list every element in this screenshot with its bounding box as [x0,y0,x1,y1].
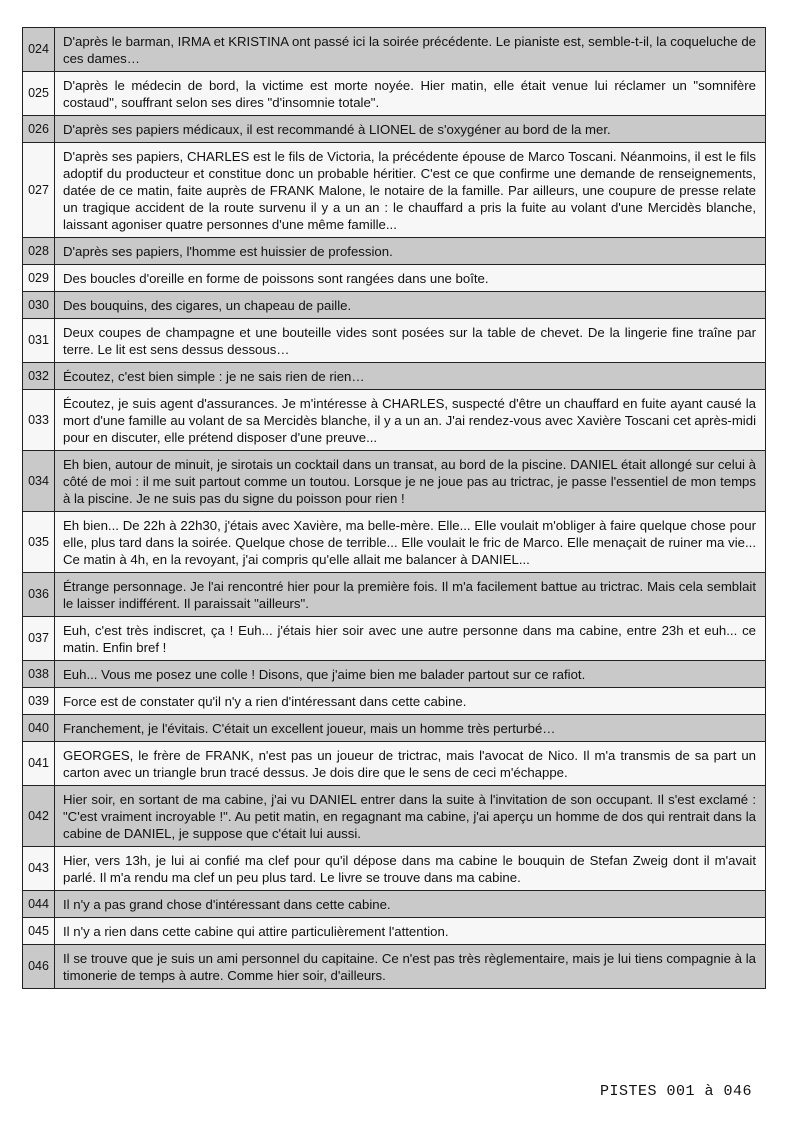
clue-text: D'après le médecin de bord, la victime est morte noyée. Hier matin, elle était venue lui réclamer un "somnifère costaud", souffrant selon ses dires "d'insomnie totale". [55,72,766,116]
table-row [23,786,766,847]
clue-number: 032 [23,363,55,390]
clue-text: GEORGES, le frère de FRANK, n'est pas un joueur de trictrac, mais l'avocat de Nico. Il m'a transmis de sa part un carton avec un triangle brun tracé dessus. Je dois dire que le sens de ceci m'échappe. [55,742,766,786]
clue-text: Franchement, je l'évitais. C'était un excellent joueur, mais un homme très perturbé… [55,715,766,742]
table-row [23,363,766,390]
clue-number: 041 [23,742,55,786]
clue-text: Il n'y a pas grand chose d'intéressant dans cette cabine. [55,891,766,918]
clue-text: Deux coupes de champagne et une bouteille vides sont posées sur la table de chevet. De la lingerie fine traîne par terre. Le lit est sens dessus dessous… [55,319,766,363]
clue-number: 036 [23,573,55,617]
table-row [23,891,766,918]
table-row [23,116,766,143]
clue-text: D'après ses papiers, CHARLES est le fils de Victoria, la précédente épouse de Marco Toscani. Néanmoins, il est le fils adoptif du producteur et constitue donc un probable héritier. C'est ce que confirme une demande de renseignements, datée de ce matin, faite auprès de FRANK Malone, le notaire de la famille. Par ailleurs, une coupure de presse relate un tragique accident de la route survenu il y a un an : le chauffard a pris la fuite au volant d'une Mercidès blanche, laissant agoniser quatre personnes d'une même famille... [55,143,766,238]
table-row [23,72,766,116]
clue-number: 031 [23,319,55,363]
table-row [23,143,766,238]
clue-number: 040 [23,715,55,742]
clue-number: 045 [23,918,55,945]
clue-number: 044 [23,891,55,918]
clue-number: 037 [23,617,55,661]
clue-number: 046 [23,945,55,989]
clue-number: 038 [23,661,55,688]
clue-text: Euh, c'est très indiscret, ça ! Euh... j'étais hier soir avec une autre personne dans ma cabine, entre 23h et euh... ce matin. Enfin bref ! [55,617,766,661]
table-row [23,292,766,319]
clue-text: Eh bien... De 22h à 22h30, j'étais avec Xavière, ma belle-mère. Elle... Elle voulait m'obliger à faire quelque chose pour elle, plus tard dans la soirée. Quelque chose de terrible... Elle voulait le fric de Marco. Elle menaçait de ruiner ma vie... Ce matin à 4h, en la revoyant, j'ai compris qu'elle allait me balancer à DANIEL... [55,512,766,573]
table-row [23,918,766,945]
clue-number: 033 [23,390,55,451]
clue-text: Euh... Vous me posez une colle ! Disons, que j'aime bien me balader partout sur ce rafiot. [55,661,766,688]
clue-text: Eh bien, autour de minuit, je sirotais un cocktail dans un transat, au bord de la piscine. DANIEL était allongé sur celui à côté de moi : il me suit partout comme un toutou. Lorsque je ne joue pas au trictrac, je passe l'essentiel de mon temps à la piscine. Je ne suis pas du signe du poisson pour rien ! [55,451,766,512]
clue-number: 042 [23,786,55,847]
table-row [23,847,766,891]
table-row [23,715,766,742]
table-row [23,451,766,512]
clue-text: D'après le barman, IRMA et KRISTINA ont passé ici la soirée précédente. Le pianiste est, semble-t-il, la coqueluche de ces dames… [55,28,766,72]
clue-text: Des bouquins, des cigares, un chapeau de paille. [55,292,766,319]
table-row [23,238,766,265]
table-row [23,390,766,451]
table-row [23,28,766,72]
clue-text: Force est de constater qu'il n'y a rien d'intéressant dans cette cabine. [55,688,766,715]
table-row [23,661,766,688]
table-row [23,742,766,786]
clue-number: 027 [23,143,55,238]
clue-number: 026 [23,116,55,143]
clue-number: 043 [23,847,55,891]
table-row [23,573,766,617]
clue-text: D'après ses papiers, l'homme est huissier de profession. [55,238,766,265]
clue-number: 025 [23,72,55,116]
clue-text: Hier soir, en sortant de ma cabine, j'ai vu DANIEL entrer dans la suite à l'invitation de son occupant. Il s'est exclamé : "C'est vraiment incroyable !". Au petit matin, en regagnant ma cabine, j'ai aperçu un homme de dos qui rentrait dans la cabine de DANIEL, je suppose que c'était lui aussi. [55,786,766,847]
clues-table [22,27,766,989]
table-row [23,512,766,573]
clue-text: Écoutez, c'est bien simple : je ne sais rien de rien… [55,363,766,390]
clue-text: Des boucles d'oreille en forme de poissons sont rangées dans une boîte. [55,265,766,292]
clue-number: 035 [23,512,55,573]
table-row [23,945,766,989]
clue-number: 034 [23,451,55,512]
clue-number: 029 [23,265,55,292]
table-row [23,265,766,292]
clue-text: Écoutez, je suis agent d'assurances. Je m'intéresse à CHARLES, suspecté d'être un chauffard en fuite ayant causé la mort d'une famille au volant de sa Mercidès blanche, il y a un an. J'ai rendez-vous avec Xavière Toscani cet après-midi pour en discuter, elle prétend disposer d'une preuve... [55,390,766,451]
table-row [23,617,766,661]
table-row [23,319,766,363]
clues-table-body [23,28,766,989]
clue-text: Il n'y a rien dans cette cabine qui attire particulièrement l'attention. [55,918,766,945]
clue-number: 039 [23,688,55,715]
clue-text: D'après ses papiers médicaux, il est recommandé à LIONEL de s'oxygéner au bord de la mer. [55,116,766,143]
table-row [23,688,766,715]
clue-number: 024 [23,28,55,72]
clue-text: Hier, vers 13h, je lui ai confié ma clef pour qu'il dépose dans ma cabine le bouquin de Stefan Zweig dont il m'avait parlé. Il m'a rendu ma clef un peu plus tard. Le livre se trouve dans ma cabine. [55,847,766,891]
clue-text: Il se trouve que je suis un ami personnel du capitaine. Ce n'est pas très règlementaire, mais je lui tiens compagnie à la timonerie de temps à autre. Comme hier soir, d'ailleurs. [55,945,766,989]
page-footer: PISTES 001 à 046 [599,1083,752,1100]
clue-number: 030 [23,292,55,319]
clue-number: 028 [23,238,55,265]
clue-text: Étrange personnage. Je l'ai rencontré hier pour la première fois. Il m'a facilement battue au trictrac. Mais cela semblait le laisser indifférent. Il paraissait "ailleurs". [55,573,766,617]
